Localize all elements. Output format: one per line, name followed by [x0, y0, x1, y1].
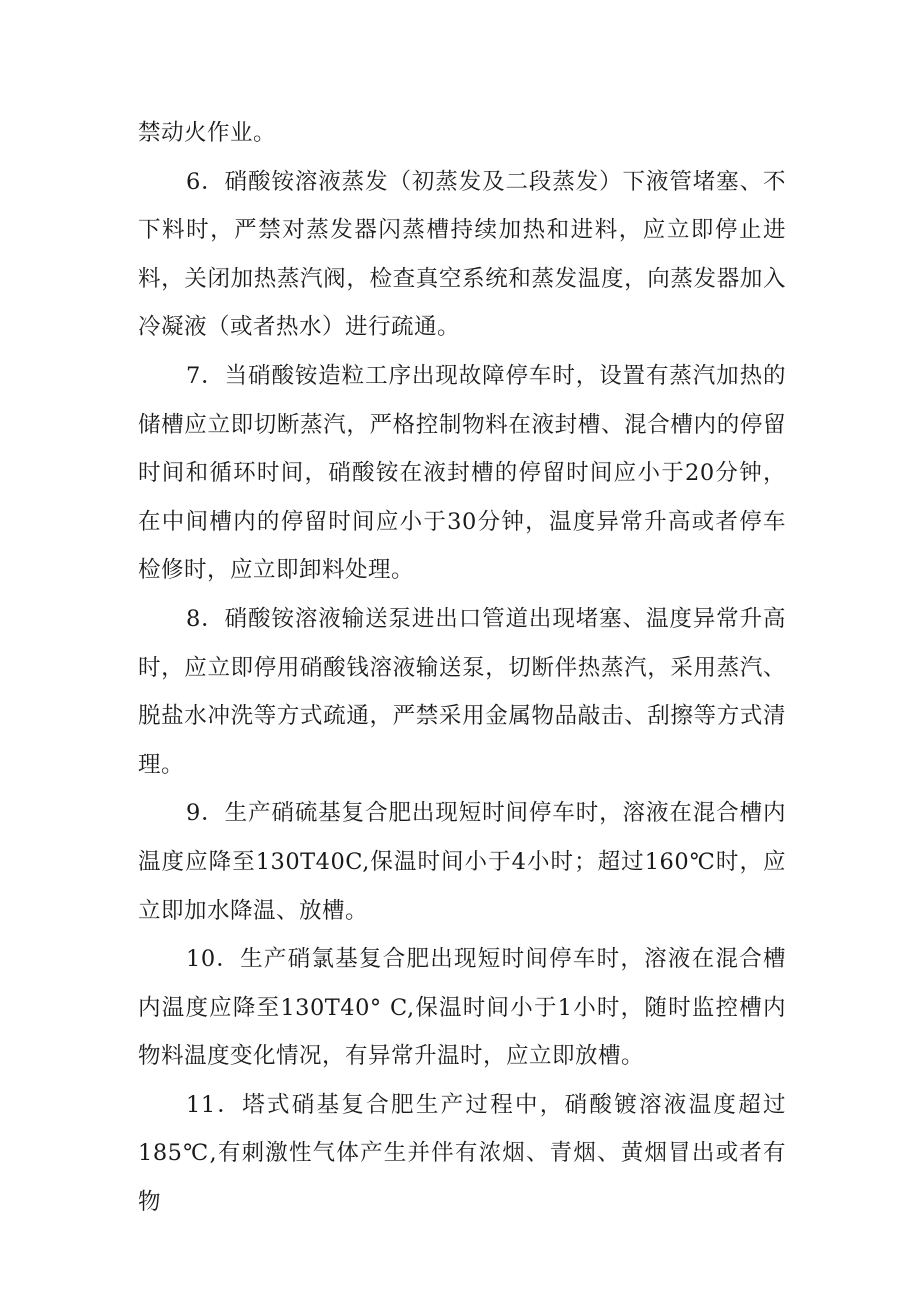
body-text [138, 109, 786, 1227]
paragraph-item-11: 11．塔式硝基复合肥生产过程中，硝酸镀溶液温度超过185℃,有刺激性气体产生并伴有浓烟、青烟、黄烟冒出或者有物 [138, 1091, 786, 1216]
paragraph-continuation: 禁动火作业。 [138, 120, 277, 146]
paragraph-item-10: 10．生产硝氯基复合肥出现短时间停车时，溶液在混合槽内温度应降至130T40° C,保温时间小于1小时，随时监控槽内物料温度变化情况，有异常升温时，应立即放槽。 [138, 946, 786, 1070]
paragraph-item-6: 6．硝酸铵溶液蒸发（初蒸发及二段蒸发）下液管堵塞、不下料时，严禁对蒸发器闪蒸槽持续加热和进料，应立即停止进料，关闭加热蒸汽阀，检查真空系统和蒸发温度，向蒸发器加入冷凝液（或者热水）进行疏通。 [138, 168, 786, 341]
paragraph-item-9: 9．生产硝硫基复合肥出现短时间停车时，溶液在混合槽内温度应降至130T40C,保温时间小于4小时；超过160℃时，应立即加水降温、放槽。 [138, 800, 786, 924]
paragraph-item-7: 7．当硝酸铵造粒工序出现故障停车时，设置有蒸汽加热的储槽应立即切断蒸汽，严格控制物料在液封槽、混合槽内的停留时间和循环时间，硝酸铵在液封槽的停留时间应小于20分钟，在中间槽内的停留时间应小于30分钟，温度异常升高或者停车检修时，应立即卸料处理。 [138, 362, 786, 584]
paragraph-item-8: 8．硝酸铵溶液输送泵进出口管道出现堵塞、温度异常升高时，应立即停用硝酸钱溶液输送泵，切断伴热蒸汽，采用蒸汽、脱盐水冲洗等方式疏通，严禁采用金属物品敲击、刮擦等方式清理。 [138, 605, 786, 778]
